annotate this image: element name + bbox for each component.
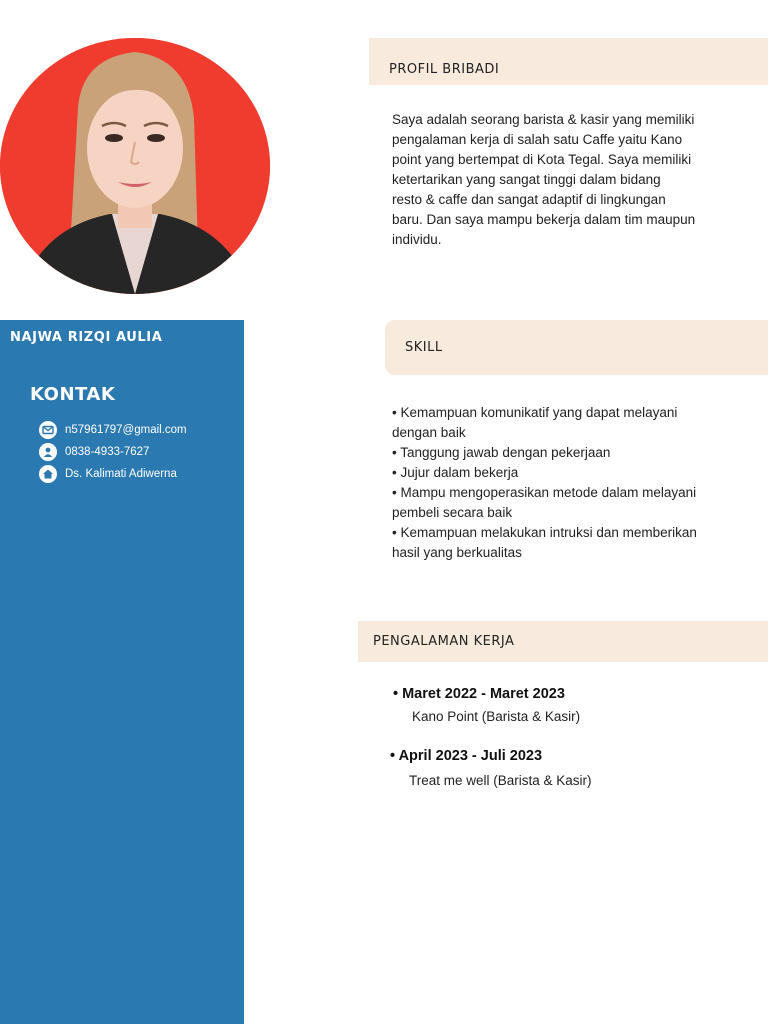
skill-section-title: SKILL	[405, 340, 443, 355]
contact-phone-row	[39, 443, 149, 461]
experience-place: Treat me well (Barista & Kasir)	[409, 773, 592, 788]
experience-place: Kano Point (Barista & Kasir)	[412, 709, 581, 724]
profile-photo	[0, 38, 270, 294]
skill-line: pembeli secara baik	[392, 505, 513, 520]
profile-line: resto & caffe dan sangat adaptif di lingkungan	[392, 192, 666, 207]
profile-line: pengalaman kerja di salah satu Caffe yaitu Kano	[392, 132, 683, 147]
profile-line: point yang bertempat di Kota Tegal. Saya memiliki	[392, 152, 692, 167]
contact-email-row	[39, 421, 187, 439]
contact-address: Ds. Kalimati Adiwerna	[65, 468, 177, 480]
profile-section-title: PROFIL BRIBADI	[389, 62, 500, 77]
full-name: NAJWA RIZQI AULIA	[10, 330, 163, 345]
experience-section-header	[358, 621, 768, 662]
skill-line: • Kemampuan melakukan intruksi dan memberikan	[392, 525, 697, 540]
person-icon	[39, 443, 57, 461]
profile-line: individu.	[392, 232, 442, 247]
email-icon	[39, 421, 57, 439]
contact-heading: KONTAK	[30, 384, 116, 405]
contact-email[interactable]: n57961797@gmail.com	[65, 424, 187, 436]
profile-line: ketertarikan yang sangat tinggi dalam bidang	[392, 172, 661, 187]
profile-line: baru. Dan saya mampu bekerja dalam tim maupun	[392, 212, 696, 227]
experience-period: • April 2023 - Juli 2023	[390, 748, 543, 764]
contact-phone[interactable]: 0838-4933-7627	[65, 446, 150, 458]
skill-line: dengan baik	[392, 425, 466, 440]
profile-line: Saya adalah seorang barista & kasir yang memiliki	[392, 112, 695, 127]
contact-address-row	[39, 465, 177, 483]
skill-line: • Jujur dalam bekerja	[392, 465, 519, 480]
profile-section-header	[369, 38, 768, 85]
home-icon	[39, 465, 57, 483]
skill-section-header	[385, 320, 768, 375]
experience-period: • Maret 2022 - Maret 2023	[393, 686, 565, 702]
skill-line: • Tanggung jawab dengan pekerjaan	[392, 445, 611, 460]
skill-line: hasil yang berkualitas	[392, 545, 522, 560]
experience-section-title: PENGALAMAN KERJA	[373, 634, 515, 649]
skill-list	[392, 403, 762, 563]
skill-line: • Kemampuan komunikatif yang dapat melayani	[392, 405, 678, 420]
profile-summary	[392, 110, 762, 250]
skill-line: • Mampu mengoperasikan metode dalam melayani	[392, 485, 697, 500]
